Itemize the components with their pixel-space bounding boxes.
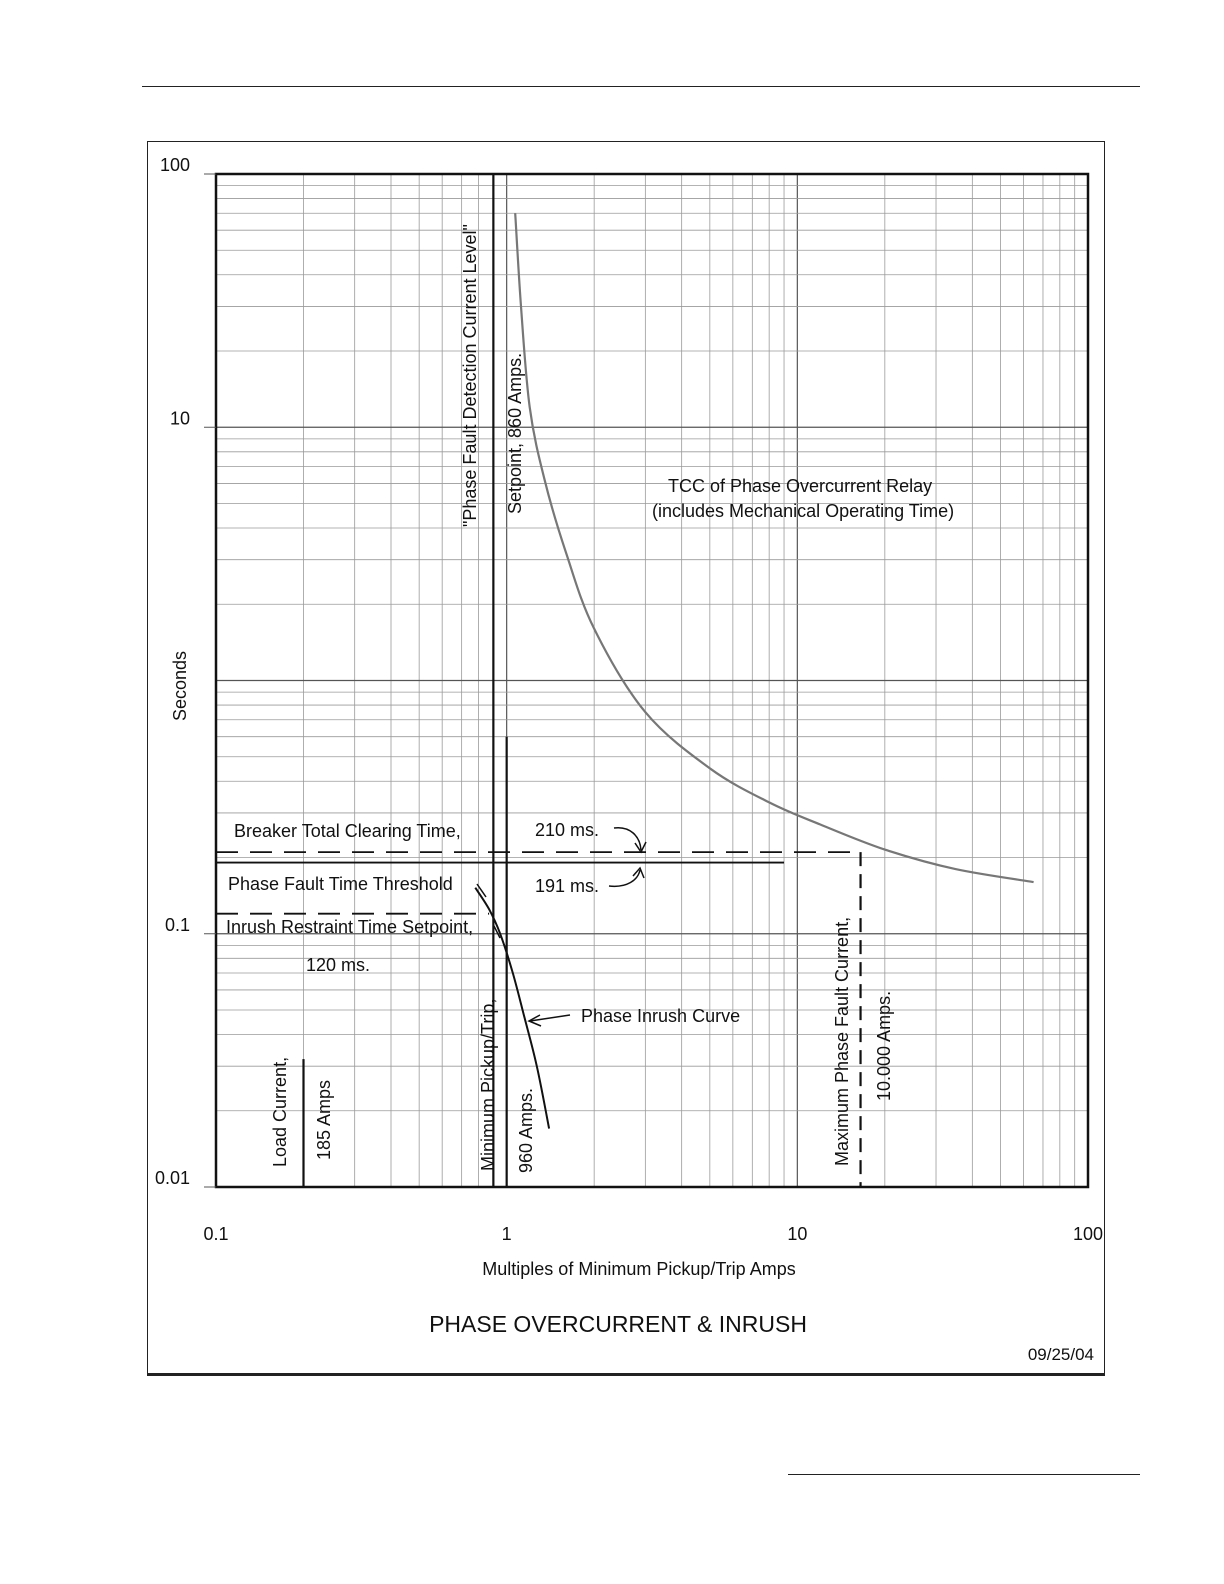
annotation-phase-fault-level: "Phase Fault Detection Current Level" <box>460 224 480 527</box>
annotation-load-current: Load Current, <box>270 1056 290 1167</box>
annotation-breaker-clearing: Breaker Total Clearing Time, <box>234 821 461 841</box>
annotation-min-pickup-value: 960 Amps. <box>516 1087 536 1173</box>
x-tick-label: 100 <box>1072 1224 1104 1244</box>
annotation-inrush-restraint: Inrush Restraint Time Setpoint, <box>226 917 474 937</box>
annotation-max-fault: Maximum Phase Fault Current, <box>832 916 852 1166</box>
annotation-tcc-line1: TCC of Phase Overcurrent Relay <box>668 476 933 496</box>
curves <box>475 213 1033 1128</box>
annotation-phase-fault-threshold: Phase Fault Time Threshold <box>228 874 453 894</box>
annotation-max-fault-value: 10.000 Amps. <box>874 990 894 1101</box>
y-axis-label: Seconds <box>170 650 190 722</box>
x-tick-label: 1 <box>501 1224 512 1244</box>
series-tcc-of-phase-overcurrent-relay <box>515 213 1033 882</box>
chart-title: PHASE OVERCURRENT & INRUSH <box>429 1311 807 1337</box>
chart-grid <box>216 174 1088 1187</box>
y-tick-label: 10 <box>169 408 190 429</box>
chart-date: 09/25/04 <box>1027 1345 1094 1364</box>
annotation-breaker-clearing-value: 210 ms. <box>535 820 600 840</box>
annotation-phase-inrush: Phase Inrush Curve <box>581 1006 741 1026</box>
x-tick-label: 10 <box>787 1224 808 1244</box>
axis-ticks <box>155 155 1103 1244</box>
y-tick-label: 0.1 <box>164 914 190 935</box>
annotation-inrush-restraint-value: 120 ms. <box>306 955 371 975</box>
x-tick-label: 0.1 <box>203 1224 229 1244</box>
y-tick-label: 100 <box>159 155 190 175</box>
x-axis-label: Multiples of Minimum Pickup/Trip Amps <box>482 1259 796 1279</box>
y-tick-label: 0.01 <box>154 1168 190 1188</box>
annotation-phase-fault-threshold-value: 191 ms. <box>535 876 600 896</box>
annotation-tcc-line2: (includes Mechanical Operating Time) <box>652 501 955 521</box>
annotation-setpoint: Setpoint, 860 Amps. <box>505 352 525 514</box>
annotation-min-pickup: Minimum Pickup/Trip, <box>478 998 498 1171</box>
annotation-load-current-value: 185 Amps <box>314 1079 334 1160</box>
